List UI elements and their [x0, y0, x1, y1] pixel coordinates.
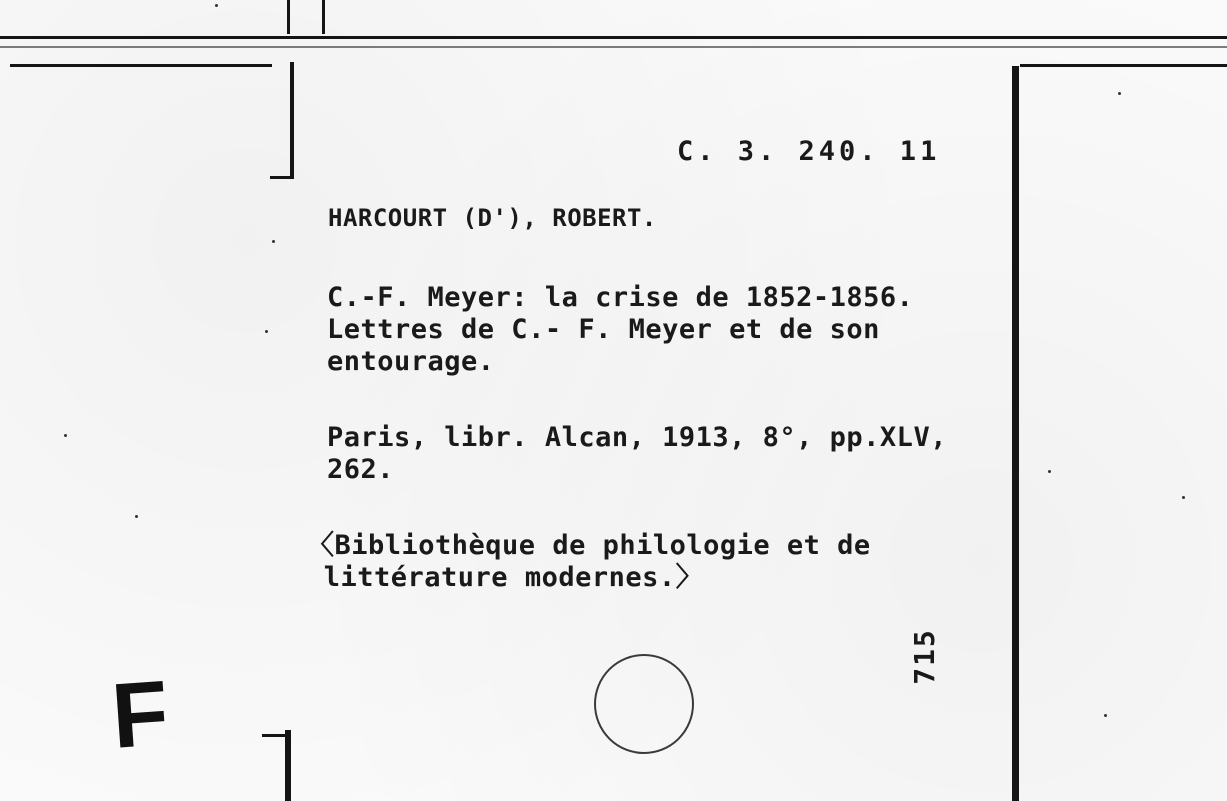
call-number: C. 3. 240. 11: [677, 136, 941, 167]
scan-speck: [1104, 714, 1107, 717]
scan-speck: [265, 330, 268, 333]
punch-hole-circle: [594, 654, 694, 754]
series-line: 〈Bibliothèque de philologie et de: [307, 530, 871, 561]
title-line: entourage.: [327, 346, 495, 377]
top-edge-line: [0, 36, 1227, 39]
bottom-tick-vertical: [285, 730, 291, 801]
bracket-mark-vertical: [290, 62, 294, 178]
bracket-mark-foot: [270, 176, 294, 179]
imprint-line: Paris, libr. Alcan, 1913, 8°, pp.XLV,: [327, 422, 947, 453]
title-statement: [327, 282, 913, 378]
imprint-statement: [327, 422, 947, 486]
card-right-border: [1012, 66, 1019, 801]
scan-speck: [135, 515, 138, 518]
series-line: littérature modernes.〉: [307, 562, 704, 593]
top-tick-left: [287, 0, 290, 34]
scan-speck: [1182, 496, 1185, 499]
imprint-line: 262.: [327, 454, 395, 485]
stamp-letter: F: [108, 662, 172, 768]
shelf-number: 715: [907, 628, 941, 685]
scan-speck: [215, 4, 218, 7]
scan-speck: [1118, 92, 1121, 95]
series-statement: [307, 530, 871, 594]
card-top-border: [10, 64, 272, 67]
card-top-border-right: [1020, 64, 1227, 67]
scan-speck: [272, 240, 275, 243]
scan-speck: [64, 434, 67, 437]
title-line: Lettres de C.- F. Meyer et de son: [327, 314, 880, 345]
top-tick-right: [322, 0, 325, 34]
author-heading: HARCOURT (D'), ROBERT.: [328, 204, 657, 232]
bottom-tick-foot: [262, 734, 288, 737]
title-line: C.-F. Meyer: la crise de 1852-1856.: [327, 282, 914, 313]
scan-speck: [1048, 470, 1051, 473]
top-edge-line-secondary: [0, 46, 1227, 48]
